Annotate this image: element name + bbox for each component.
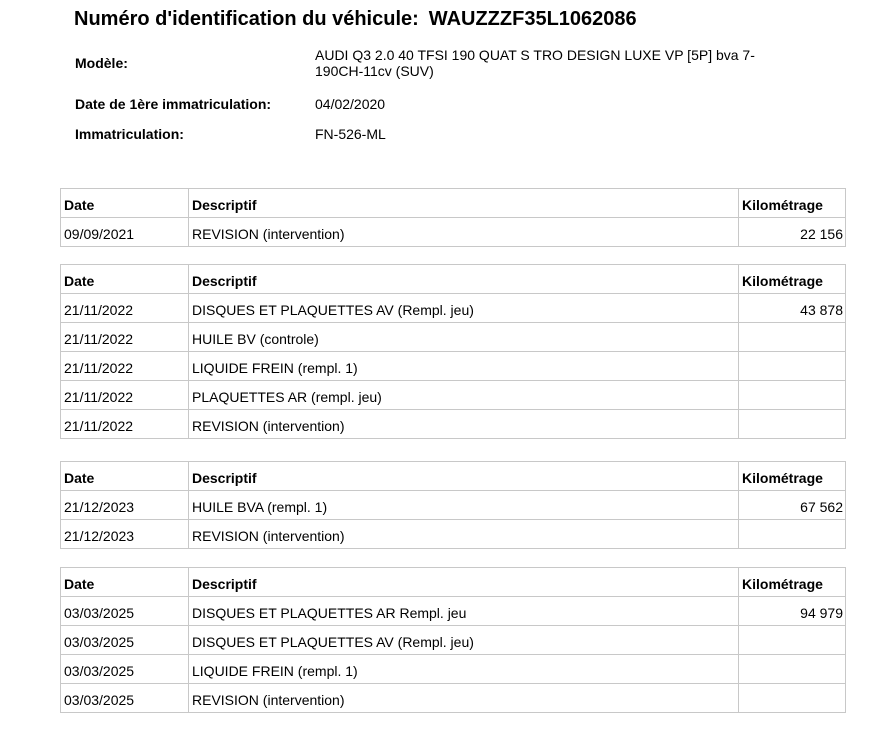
table-row: [61, 381, 846, 410]
cell-descriptif: DISQUES ET PLAQUETTES AV (Rempl. jeu): [189, 294, 739, 323]
cell-descriptif: PLAQUETTES AR (rempl. jeu): [189, 381, 739, 410]
cell-kilometrage: [739, 626, 846, 655]
table-row: [61, 218, 846, 247]
plate-value: FN-526-ML: [315, 126, 386, 142]
cell-date: 03/03/2025: [61, 597, 189, 626]
cell-date: 09/09/2021: [61, 218, 189, 247]
column-header-kilometrage: Kilométrage: [739, 265, 846, 294]
first-registration-label: Date de 1ère immatriculation:: [75, 96, 272, 112]
column-header-descriptif: Descriptif: [189, 462, 739, 491]
cell-descriptif: DISQUES ET PLAQUETTES AV (Rempl. jeu): [189, 626, 739, 655]
column-header-date: Date: [61, 189, 189, 218]
model-label: Modèle:: [75, 55, 128, 71]
table-row: [61, 597, 846, 626]
cell-date: 21/11/2022: [61, 352, 189, 381]
table-row: [61, 294, 846, 323]
cell-date: 03/03/2025: [61, 626, 189, 655]
cell-descriptif: LIQUIDE FREIN (rempl. 1): [189, 655, 739, 684]
column-header-descriptif: Descriptif: [189, 265, 739, 294]
first-registration-value: 04/02/2020: [315, 96, 386, 112]
cell-descriptif: HUILE BVA (rempl. 1): [189, 491, 739, 520]
column-header-kilometrage: Kilométrage: [739, 462, 846, 491]
vin-label: Numéro d'identification du véhicule:: [74, 8, 419, 30]
table-row: [61, 352, 846, 381]
table-row: [61, 626, 846, 655]
cell-kilometrage: [739, 352, 846, 381]
cell-date: 21/12/2023: [61, 491, 189, 520]
cell-descriptif: LIQUIDE FREIN (rempl. 1): [189, 352, 739, 381]
cell-date: 03/03/2025: [61, 684, 189, 713]
cell-kilometrage: [739, 655, 846, 684]
cell-descriptif: DISQUES ET PLAQUETTES AR Rempl. jeu: [189, 597, 739, 626]
table-header-row: [61, 265, 846, 294]
cell-date: 21/12/2023: [61, 520, 189, 549]
cell-descriptif: HUILE BV (controle): [189, 323, 739, 352]
cell-kilometrage: [739, 410, 846, 439]
table-row: [61, 684, 846, 713]
model-value: AUDI Q3 2.0 40 TFSI 190 QUAT S TRO DESIGN LUXE VP [5P] bva 7-190CH-11cv (SUV): [315, 47, 755, 79]
cell-kilometrage: [739, 520, 846, 549]
column-header-kilometrage: Kilométrage: [739, 568, 846, 597]
table-header-row: [61, 189, 846, 218]
cell-date: 21/11/2022: [61, 294, 189, 323]
page-title: [74, 8, 637, 31]
column-header-descriptif: Descriptif: [189, 568, 739, 597]
column-header-date: Date: [61, 568, 189, 597]
cell-kilometrage: 67 562: [739, 491, 846, 520]
column-header-date: Date: [61, 462, 189, 491]
cell-kilometrage: 94 979: [739, 597, 846, 626]
table-row: [61, 323, 846, 352]
table-header-row: [61, 568, 846, 597]
cell-descriptif: REVISION (intervention): [189, 410, 739, 439]
column-header-date: Date: [61, 265, 189, 294]
cell-date: 21/11/2022: [61, 381, 189, 410]
cell-kilometrage: [739, 323, 846, 352]
column-header-kilometrage: Kilométrage: [739, 189, 846, 218]
cell-descriptif: REVISION (intervention): [189, 684, 739, 713]
table-header-row: [61, 462, 846, 491]
history-table: [60, 264, 846, 439]
cell-date: 21/11/2022: [61, 323, 189, 352]
vin-value: WAUZZZF35L1062086: [428, 8, 637, 30]
history-table: [60, 461, 846, 549]
history-table: [60, 567, 846, 713]
cell-kilometrage: [739, 684, 846, 713]
cell-kilometrage: [739, 381, 846, 410]
cell-descriptif: REVISION (intervention): [189, 218, 739, 247]
history-table: [60, 188, 846, 247]
plate-label: Immatriculation:: [75, 126, 184, 142]
cell-date: 03/03/2025: [61, 655, 189, 684]
table-row: [61, 410, 846, 439]
table-row: [61, 491, 846, 520]
cell-kilometrage: 43 878: [739, 294, 846, 323]
cell-descriptif: REVISION (intervention): [189, 520, 739, 549]
column-header-descriptif: Descriptif: [189, 189, 739, 218]
table-row: [61, 655, 846, 684]
table-row: [61, 520, 846, 549]
cell-date: 21/11/2022: [61, 410, 189, 439]
cell-kilometrage: 22 156: [739, 218, 846, 247]
